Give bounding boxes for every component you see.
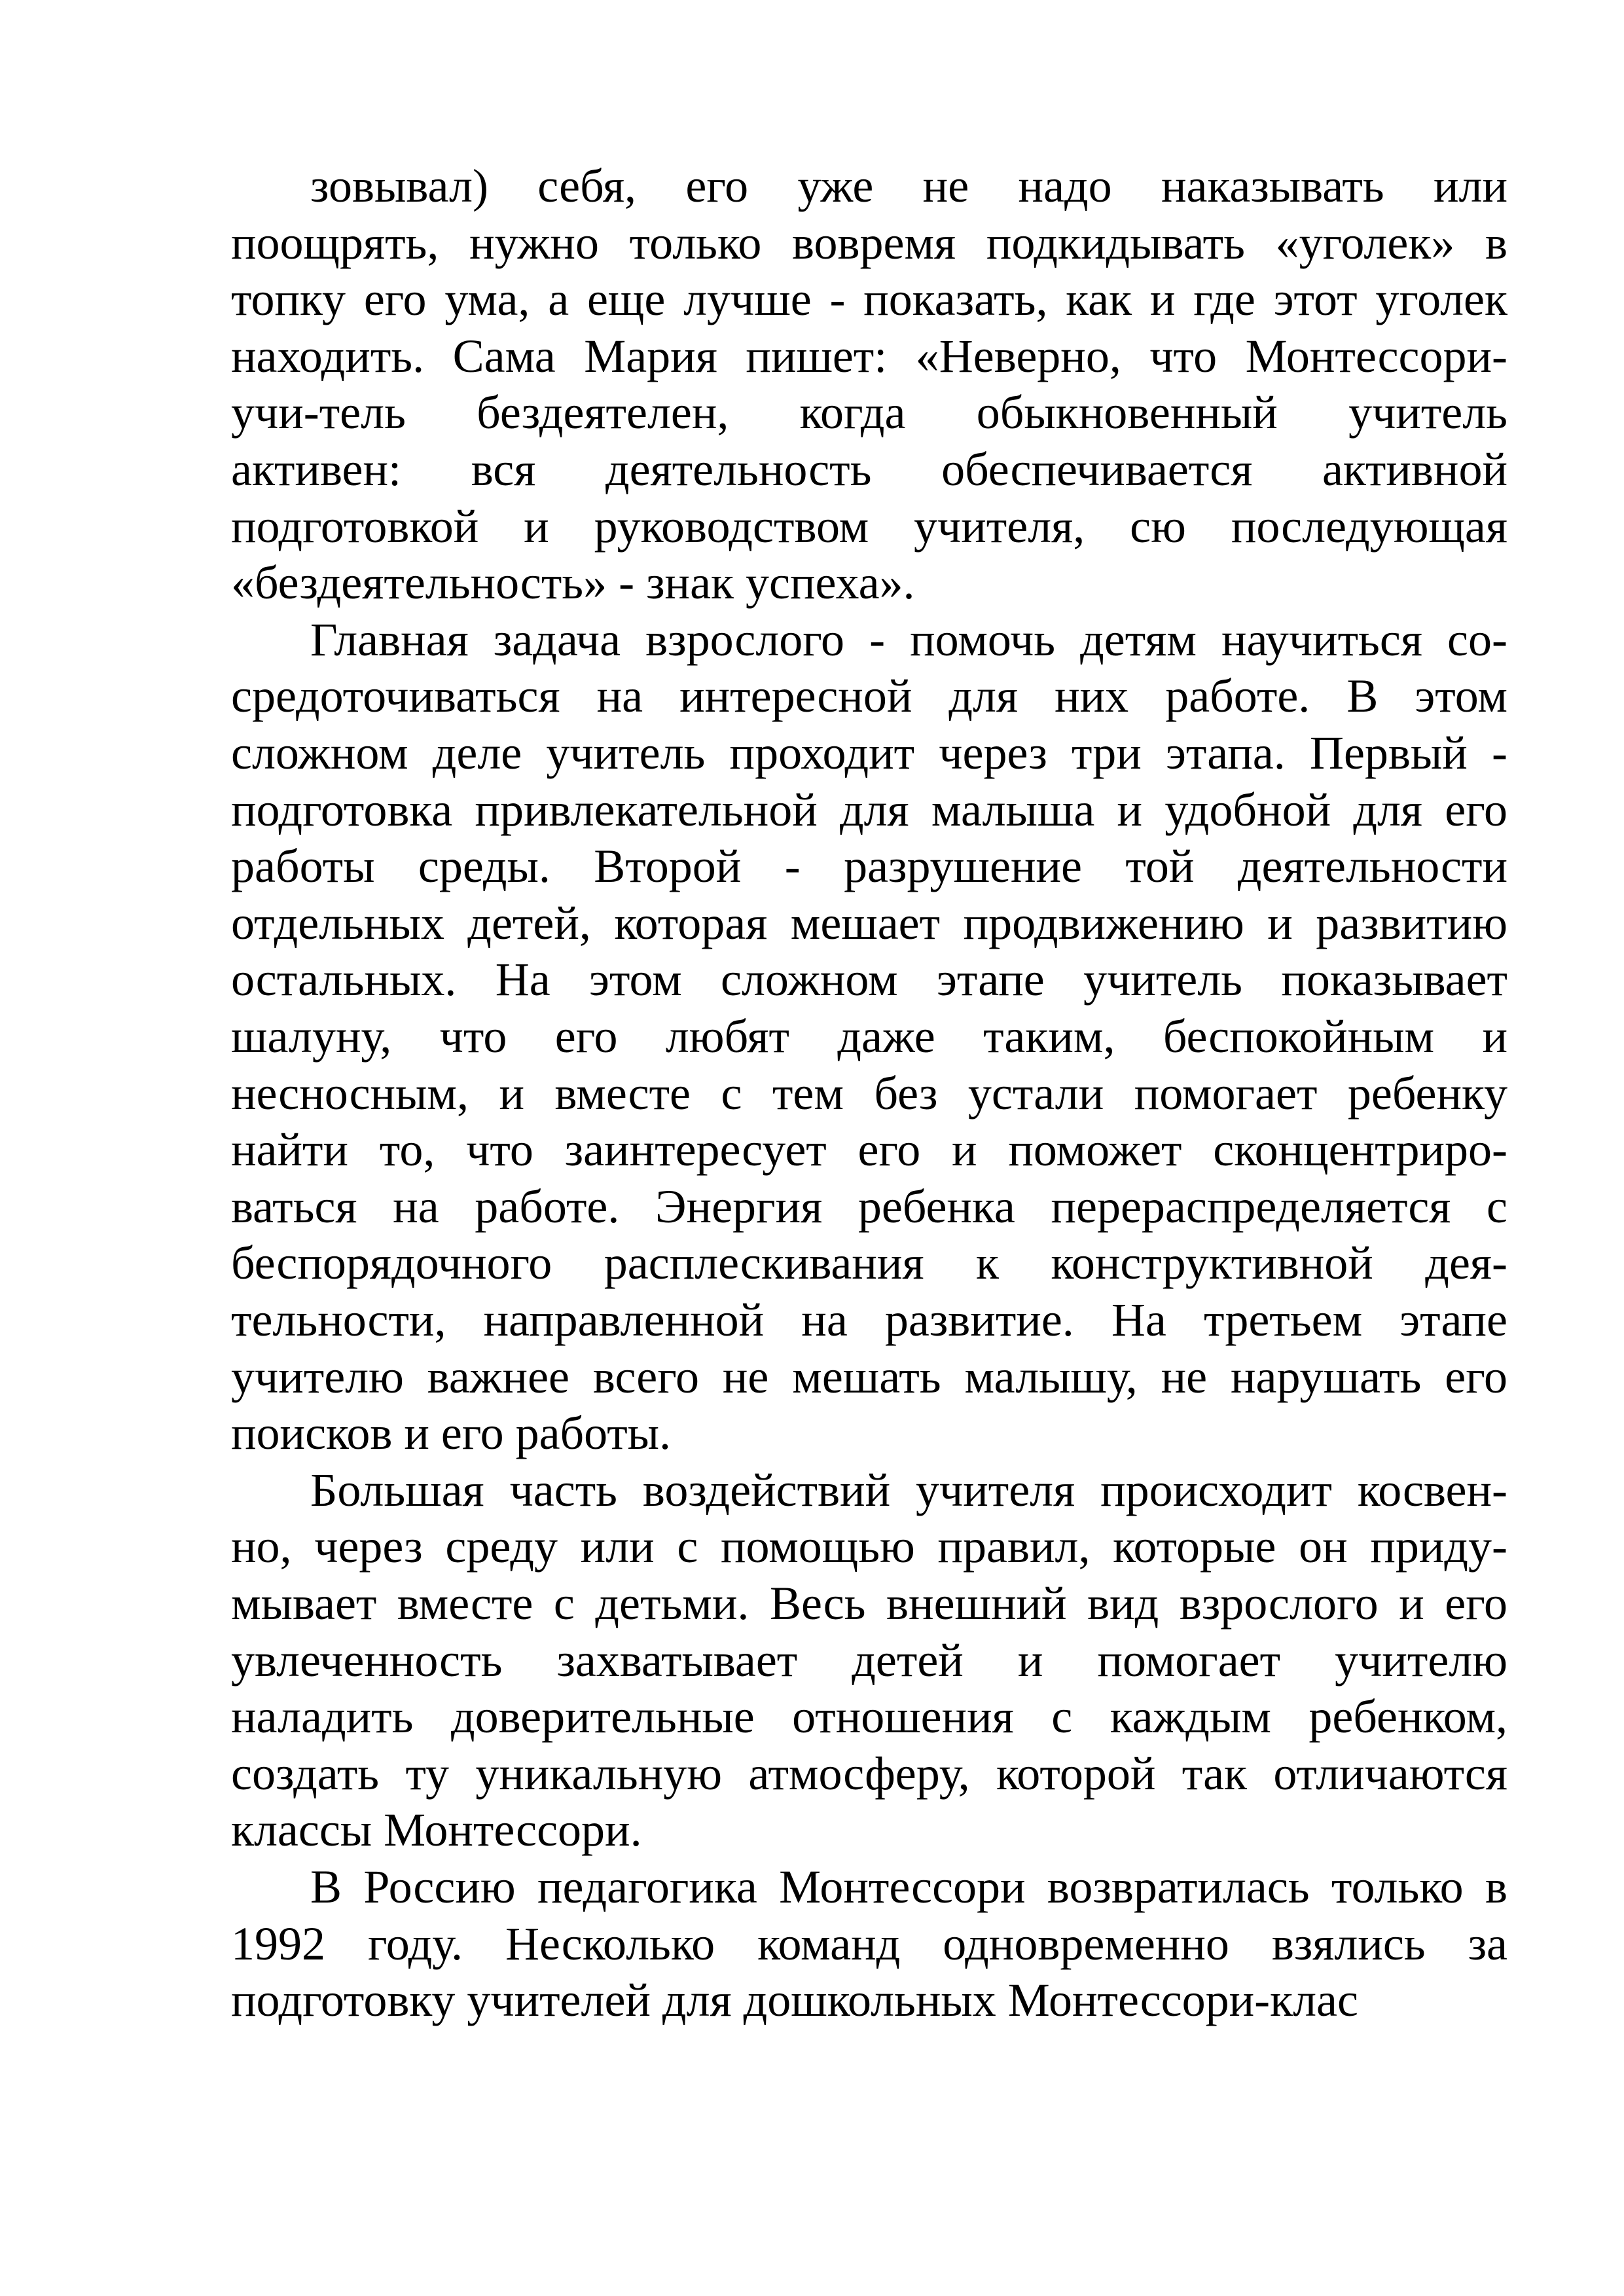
text-line: учителю важнее всего не мешать малышу, не нарушать его [231,1350,1507,1403]
text-line: подготовкой и руководством учителя, сю последующая [231,500,1507,553]
text-line: 1992 году. Несколько команд одновременно взялись за [231,1917,1507,1970]
text-line: подготовка привлекательной для малыша и удобной для его [231,783,1507,836]
text-line: активен: вся деятельность обеспечивается активной [231,443,1507,496]
text-line: остальных. На этом сложном этапе учитель показывает [231,953,1507,1006]
text-line: отдельных детей, которая мешает продвижению и развитию [231,896,1507,949]
text-line: ваться на работе. Энергия ребенка перераспределяется с [231,1180,1507,1233]
text-line: мывает вместе с детьми. Весь внешний вид взрослого и его [231,1577,1507,1630]
text-line: средоточиваться на интересной для них работе. В этом [231,670,1507,723]
text-line: подготовку учителей для дошкольных Монтессори-клас [231,1974,1358,2027]
text-line: сложном деле учитель проходит через три этапа. Первый - [231,727,1507,779]
text-line: поощрять, нужно только вовремя подкидывать «уголек» в [231,216,1507,269]
text-line: классы Монтессори. [231,1804,642,1857]
text-line: поисков и его работы. [231,1407,672,1460]
text-line: Большая часть воздействий учителя происходит косвен- [310,1463,1507,1516]
text-line: находить. Сама Мария пишет: «Неверно, что Монтессори- [231,329,1507,382]
text-line: найти то, что заинтересует его и поможет сконцентриро- [231,1123,1507,1176]
text-line: увлеченность захватывает детей и помогает учителю [231,1633,1507,1686]
text-line: но, через среду или с помощью правил, которые он приду- [231,1520,1507,1573]
text-line: топку его ума, а еще лучше - показать, как и где этот уголек [231,273,1507,326]
text-line: наладить доверительные отношения с каждым ребенком, [231,1690,1507,1743]
text-line: Главная задача взрослого - помочь детям научиться со- [310,613,1507,666]
text-line: учи-тель бездеятелен, когда обыкновенный учитель [231,386,1507,439]
text-line: В Россию педагогика Монтессори возвратилась только в [310,1861,1507,1913]
text-line: «бездеятельность» - знак успеха». [231,556,915,610]
text-line: беспорядочного расплескивания к конструктивной дея- [231,1237,1507,1290]
text-line: тельности, направленной на развитие. На третьем этапе [231,1294,1507,1346]
text-line: создать ту уникальную атмосферу, которой так отличаются [231,1747,1507,1800]
text-line: зовывал) себя, его уже не надо наказывать или [310,160,1507,212]
text-line: работы среды. Второй - разрушение той деятельности [231,840,1507,893]
text-line: шалуну, что его любят даже таким, беспокойным и [231,1010,1507,1063]
text-line: несносным, и вместе с тем без устали помогает ребенку [231,1066,1507,1120]
